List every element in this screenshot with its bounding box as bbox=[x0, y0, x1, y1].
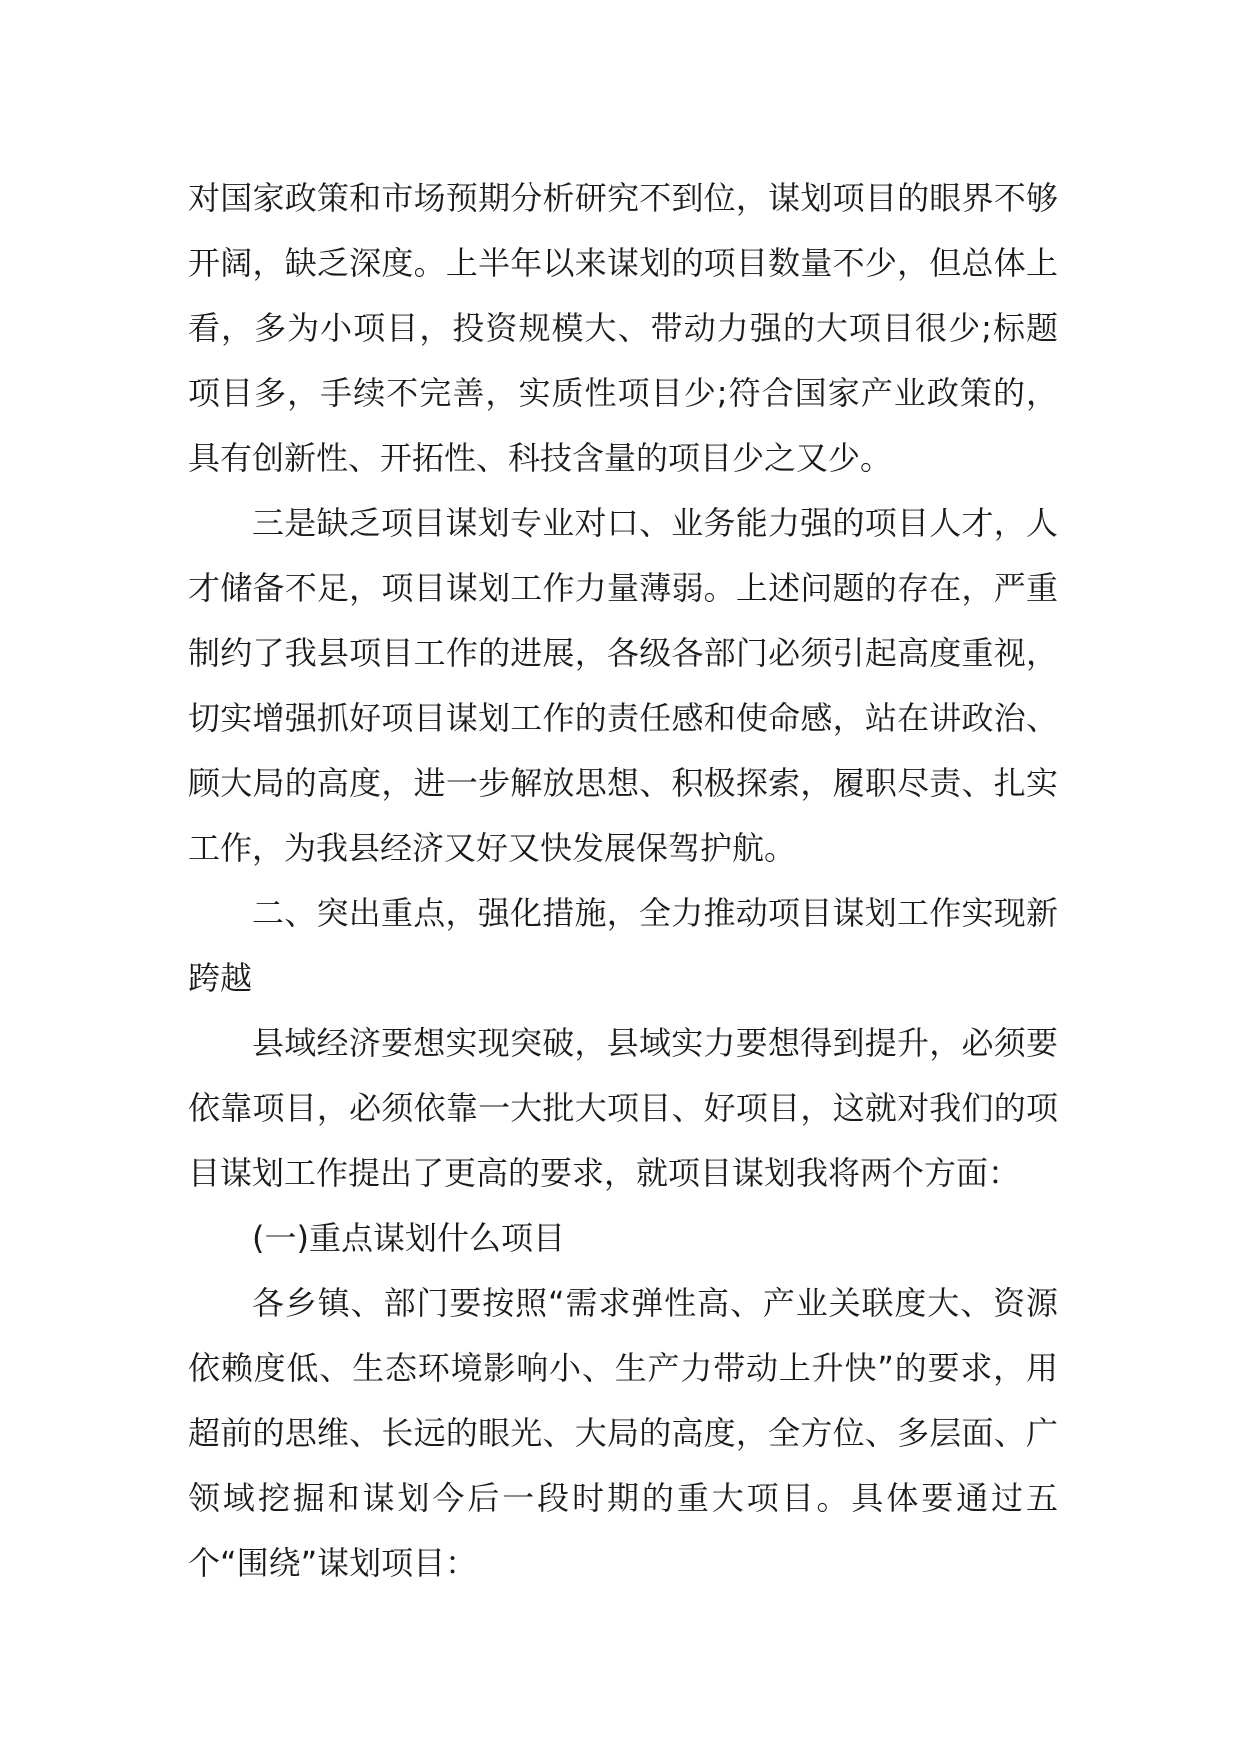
paragraph-requirements: 各乡镇、部门要按照“需求弹性高、产业关联度大、资源依赖度低、生态环境影响小、生产力带动上升快”的要求，用超前的思维、长远的眼光、大局的高度，全方位、多层面、广领域挖掘和谋划今后一段时期的重大项目。具体要通过五个“围绕”谋划项目： bbox=[188, 1284, 1058, 1582]
document-body bbox=[188, 166, 1058, 1596]
subheading-key-projects: (一)重点谋划什么项目 bbox=[252, 1219, 565, 1257]
section-heading-two: 二、突出重点，强化措施，全力推动项目谋划工作实现新跨越 bbox=[188, 894, 1058, 997]
paragraph-talent-shortage: 三是缺乏项目谋划专业对口、业务能力强的项目人才，人才储备不足，项目谋划工作力量薄弱。上述问题的存在，严重制约了我县项目工作的进展，各级各部门必须引起高度重视，切实增强抓好项目谋划工作的责任感和使命感，站在讲政治、顾大局的高度，进一步解放思想、积极探索，履职尽责、扎实工作，为我县经济又好又快发展保驾护航。 bbox=[188, 504, 1058, 867]
paragraph-county-economy: 县域经济要想实现突破，县域实力要想得到提升，必须要依靠项目，必须依靠一大批大项目、好项目，这就对我们的项目谋划工作提出了更高的要求，就项目谋划我将两个方面： bbox=[188, 1024, 1058, 1192]
paragraph-continued-analysis: 对国家政策和市场预期分析研究不到位，谋划项目的眼界不够开阔，缺乏深度。上半年以来谋划的项目数量不少，但总体上看，多为小项目，投资规模大、带动力强的大项目很少;标题项目多，手续不完善，实质性项目少;符合国家产业政策的，具有创新性、开拓性、科技含量的项目少之又少。 bbox=[188, 179, 1058, 477]
